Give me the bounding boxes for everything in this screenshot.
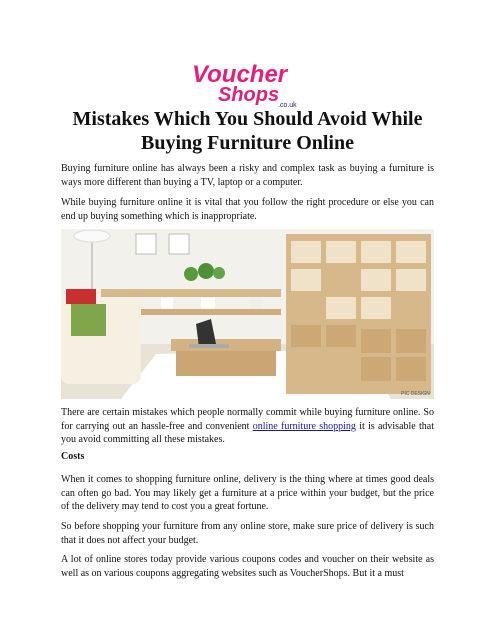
paragraph-intro: Buying furniture online has always been a risky and complex task as buying a furniture is ways more different than buying a TV, laptop or a computer. — [61, 163, 434, 188]
paragraph-procedure: While buying furniture online it is vital that you follow the right procedure or else you can end up buying something which is inappropriate. — [61, 197, 434, 222]
furniture-photo — [61, 229, 434, 399]
paragraph-coupons: A lot of online stores today provide various coupons codes and voucher on their website as well as on various coupons aggregating websites such as VoucherShops. But it a must — [61, 554, 434, 579]
paragraph-delivery: When it comes to shopping furniture online, delivery is the thing where at times good deals can often go bad. You may likely get a furniture at a price within your budget, but the price of the delivery may tend to cost you a great fortune. — [61, 474, 434, 512]
article-title: Mistakes Which You Should Avoid While Buying Furniture Online — [72, 108, 423, 154]
svg-text:.co.uk: .co.uk — [278, 102, 297, 108]
costs-heading: Costs — [61, 451, 85, 462]
paragraph-mistakes: There are certain mistakes which people normally commit while buying furniture online. So for carrying out an hassle-free and convenient online furniture shopping it is advisable that you avoid committing all these mistakes. — [61, 407, 434, 445]
vouchershops-logo — [188, 58, 304, 108]
online-furniture-shopping-link[interactable]: online furniture shopping — [252, 420, 356, 432]
svg-text:Voucher: Voucher — [192, 61, 288, 88]
paragraph-budget: So before shopping your furniture from any online store, make sure price of delivery is such that it does not affect your budget. — [61, 521, 434, 546]
svg-text:PIC DESIGN: PIC DESIGN — [401, 391, 430, 397]
svg-text:Shops: Shops — [218, 84, 280, 106]
